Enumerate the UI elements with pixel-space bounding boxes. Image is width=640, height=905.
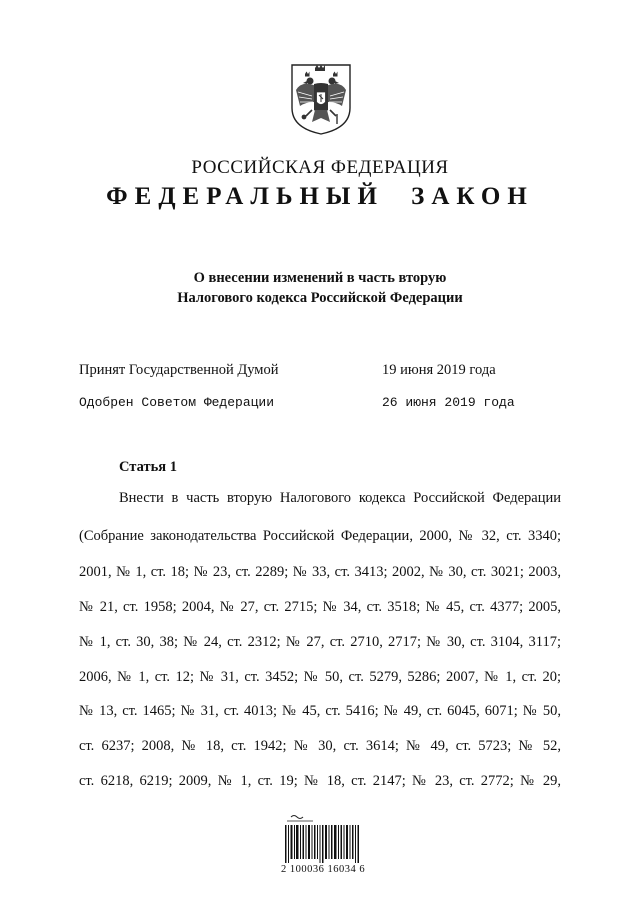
council-date: 26 июня 2019 года [382, 395, 515, 410]
law-title [0, 268, 640, 308]
country-heading: РОССИЙСКАЯ ФЕДЕРАЦИЯ [191, 157, 449, 178]
article-text-line: 2001, № 1, ст. 18; № 23, ст. 2289; № 33, ст. 3413; 2002, № 30, ст. 3021; 2003, [79, 564, 561, 580]
barcode-number: 2 100036 16034 6 [280, 864, 366, 875]
adoption-council-row [79, 395, 559, 410]
adoption-duma-row [79, 362, 559, 379]
law-title-line: Налогового кодекса Российской Федерации [177, 290, 463, 306]
law-title-line: О внесении изменений в часть вторую [193, 270, 447, 286]
article-text-line: 2006, № 1, ст. 12; № 31, ст. 3452; № 50, ст. 5279, 5286; 2007, № 1, ст. 20; [79, 669, 561, 685]
article-heading: Статья 1 [119, 459, 177, 475]
duma-date: 19 июня 2019 года [382, 362, 496, 378]
article-text-line: ст. 6218, 6219; 2009, № 1, ст. 19; № 18, ст. 2147; № 23, ст. 2772; № 29, [79, 773, 561, 789]
article-text-line: ст. 6237; 2008, № 18, ст. 1942; № 30, ст. 3614; № 49, ст. 5723; № 52, [79, 738, 561, 754]
duma-label: Принят Государственной Думой [79, 362, 279, 378]
article-text-line: № 13, ст. 1465; № 31, ст. 4013; № 45, ст. 5416; № 49, ст. 6045, 6071; № 50, [79, 703, 561, 719]
article-text-line: № 21, ст. 1958; 2004, № 27, ст. 2715; № 34, ст. 3518; № 45, ст. 4377; 2005, [79, 599, 561, 615]
council-label: Одобрен Советом Федерации [79, 395, 275, 410]
state-emblem-icon [288, 62, 354, 136]
law-type-heading: ФЕДЕРАЛЬНЫЙ ЗАКОН [106, 183, 534, 210]
article-text-line: (Собрание законодательства Российской Федерации, 2000, № 32, ст. 3340; [79, 528, 561, 544]
article-text-line: Внести в часть вторую Налогового кодекса Российской Федерации [119, 490, 561, 506]
article-text-line: № 1, ст. 30, 38; № 24, ст. 2312; № 27, ст. 2710, 2717; № 30, ст. 3104, 3117; [79, 634, 561, 650]
